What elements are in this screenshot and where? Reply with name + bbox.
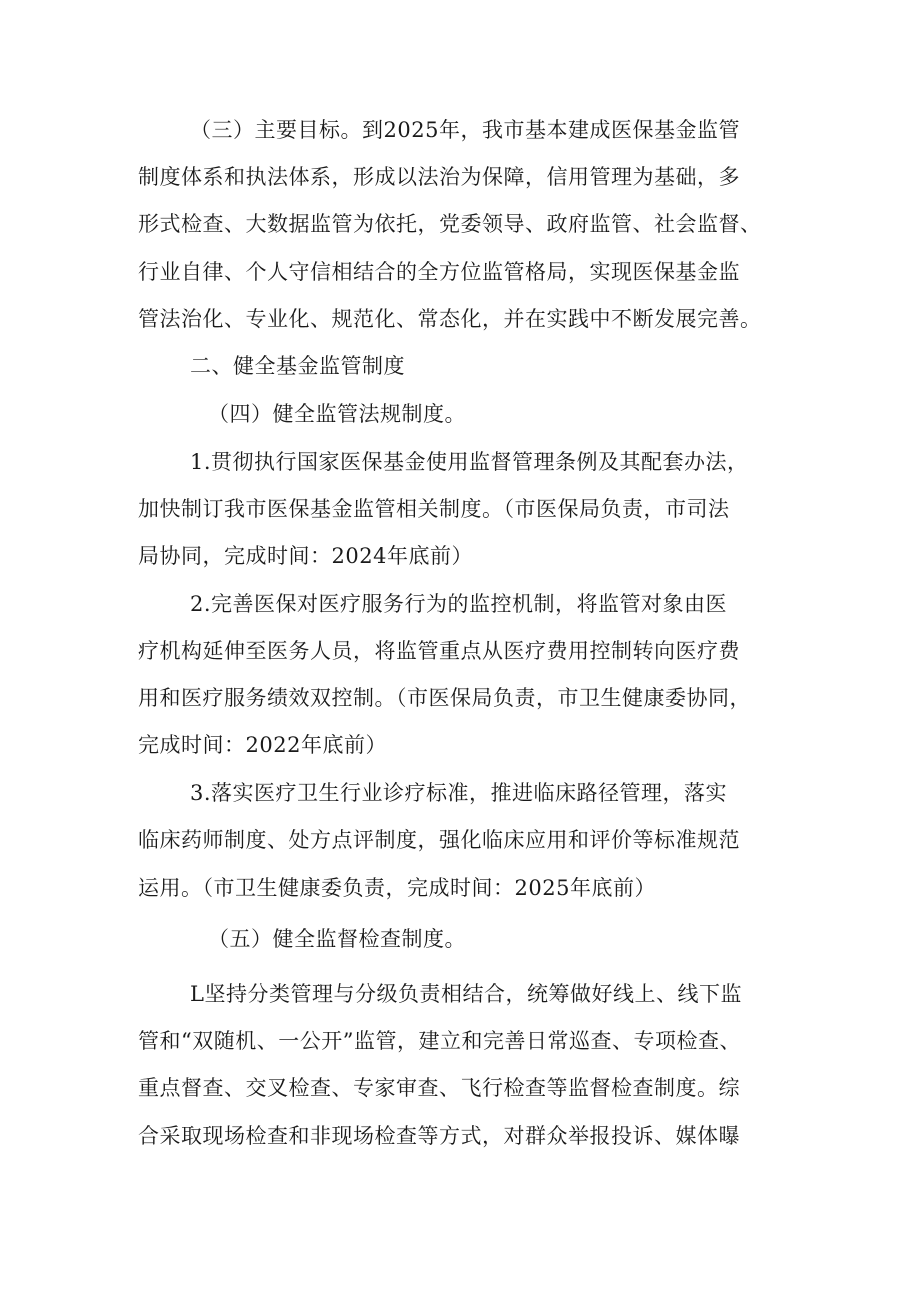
item-2-line-2: 疗机构延伸至医务人员，将监管重点从医疗费用控制转向医疗费 [138,639,740,663]
item-1-line-2: 加快制订我市医保基金监管相关制度。（市医保局负责，市司法 [138,497,730,521]
item-3-line-2: 临床药师制度、处方点评制度，强化临床应用和评价等标准规范 [138,828,740,852]
item-l-line-1: L坚持分类管理与分级负责相结合，统筹做好线上、线下监 [190,982,742,1006]
item-l-line-3: 重点督查、交叉检查、专家审查、飞行检查等监督检查制度。综 [138,1076,740,1100]
subheading-4: （四）健全监管法规制度。 [208,402,466,426]
item-3-line-1: 3.落实医疗卫生行业诊疗标准，推进临床路径管理，落实 [190,781,728,805]
item-l-line-2: 管和“双随机、一公开”监管，建立和完善日常巡查、专项检查、 [138,1029,741,1053]
paragraph-goal-line-5: 管法治化、专业化、规范化、常态化，并在实践中不断发展完善。 [138,307,762,331]
section-heading-2: 二、健全基金监管制度 [190,354,405,378]
paragraph-goal-line-2: 制度体系和执法体系，形成以法治为保障，信用管理为基础，多 [138,165,740,189]
item-1-line-3: 局协同，完成时间：2024年底前） [138,544,473,568]
paragraph-goal-line-4: 行业自律、个人守信相结合的全方位监管格局，实现医保基金监 [138,260,740,284]
subheading-5: （五）健全监督检查制度。 [208,927,466,951]
item-2-line-4: 完成时间：2022年底前） [138,733,387,757]
item-2-line-3: 用和医疗服务绩效双控制。（市医保局负责，市卫生健康委协同， [138,686,751,710]
item-l-line-4: 合采取现场检查和非现场检查等方式，对群众举报投诉、媒体曝 [138,1124,740,1148]
item-1-line-1: 1.贯彻执行国家医保基金使用监督管理条例及其配套办法， [190,450,749,474]
paragraph-goal-line-1: （三）主要目标。到2025年，我市基本建成医保基金监管 [190,118,740,142]
item-3-line-3: 运用。（市卫生健康委负责，完成时间：2025年底前） [138,876,656,900]
paragraph-goal-line-3: 形式检查、大数据监管为依托，党委领导、政府监管、社会监督、 [138,212,762,236]
item-2-line-1: 2.完善医保对医疗服务行为的监控机制，将监管对象由医 [190,592,728,616]
